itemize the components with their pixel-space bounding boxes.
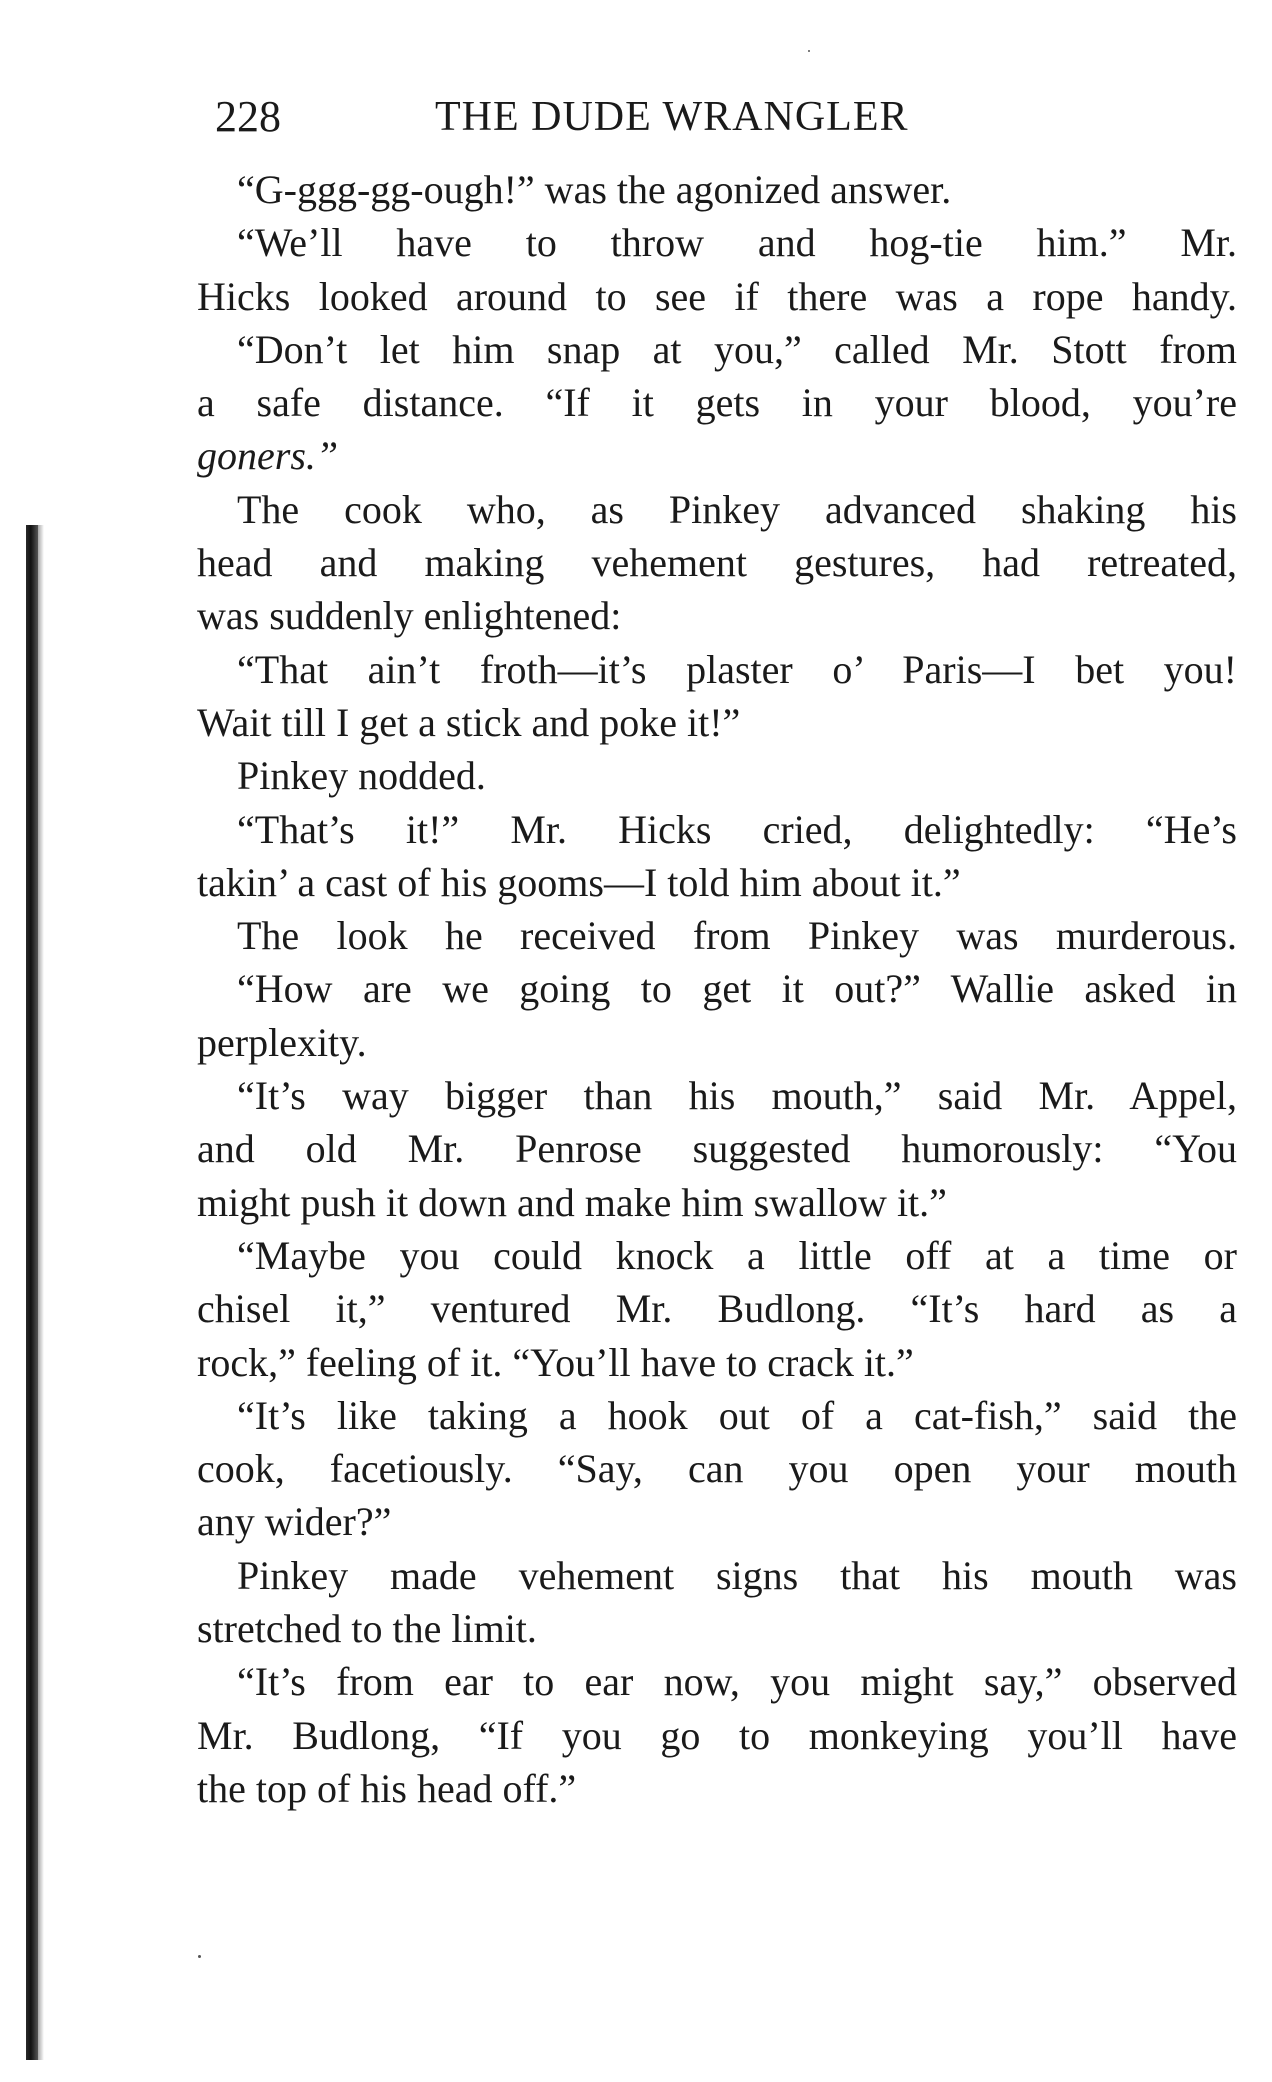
- text-line: “It’s like taking a hook out of a cat-fish,” said the: [237, 1392, 1237, 1438]
- text-line: Mr. Budlong, “If you go to monkeying you’ll have: [197, 1712, 1237, 1758]
- text-line: Pinkey made vehement signs that his mouth was: [237, 1552, 1237, 1598]
- text-line: any wider?”: [197, 1499, 392, 1545]
- text-line: takin’ a cast of his gooms—I told him about it.”: [197, 859, 961, 905]
- text-line: “How are we going to get it out?” Wallie asked in: [237, 966, 1237, 1012]
- text-line: Hicks looked around to see if there was a rope handy.: [197, 273, 1237, 319]
- page-binding-shadow: [38, 525, 44, 2060]
- text-line: The cook who, as Pinkey advanced shaking his: [237, 486, 1237, 532]
- text-line: cook, facetiously. “Say, can you open your mouth: [197, 1446, 1237, 1492]
- text-line: “G-ggg-gg-ough!” was the agonized answer.: [237, 167, 952, 212]
- text-line: head and making vehement gestures, had retreated,: [197, 540, 1237, 586]
- text-line: “Maybe you could knock a little off at a time or: [237, 1232, 1237, 1278]
- text-line: rock,” feeling of it. “You’ll have to crack it.”: [197, 1339, 914, 1385]
- text-line: chisel it,” ventured Mr. Budlong. “It’s hard as a: [197, 1286, 1237, 1332]
- page-number: 228: [215, 92, 281, 141]
- text-line: was suddenly enlightened:: [197, 593, 622, 639]
- body-text: [197, 163, 1237, 1815]
- speck: [198, 1955, 201, 1958]
- text-line: perplexity.: [197, 1019, 367, 1065]
- page-binding-edge: [26, 525, 38, 2060]
- text-line: “It’s way bigger than his mouth,” said Mr. Appel,: [237, 1073, 1237, 1119]
- text-line: Wait till I get a stick and poke it!”: [197, 699, 741, 745]
- page-header: [215, 90, 1030, 144]
- text-line: stretched to the limit.: [197, 1606, 537, 1652]
- text-line: “That ain’t froth—it’s plaster o’ Paris—I bet you!: [237, 646, 1237, 692]
- text-line: the top of his head off.”: [197, 1765, 577, 1811]
- text-line: “Don’t let him snap at you,” called Mr. Stott from: [237, 326, 1237, 372]
- text-line: and old Mr. Penrose suggested humorously: “You: [197, 1126, 1237, 1172]
- running-title: THE DUDE WRANGLER: [435, 94, 909, 140]
- text-line: “It’s from ear to ear now, you might say,” observed: [237, 1659, 1237, 1705]
- text-line: goners.”: [197, 433, 339, 479]
- text-line: might push it down and make him swallow it.”: [197, 1179, 947, 1225]
- text-line: “We’ll have to throw and hog-tie him.” Mr.: [237, 220, 1237, 266]
- text-line: “That’s it!” Mr. Hicks cried, delightedly: “He’s: [237, 806, 1237, 852]
- text-line: Pinkey nodded.: [237, 753, 486, 799]
- text-line: a safe distance. “If it gets in your blood, you’re: [197, 380, 1237, 426]
- speck: [808, 50, 810, 52]
- text-line: The look he received from Pinkey was murderous.: [237, 913, 1237, 959]
